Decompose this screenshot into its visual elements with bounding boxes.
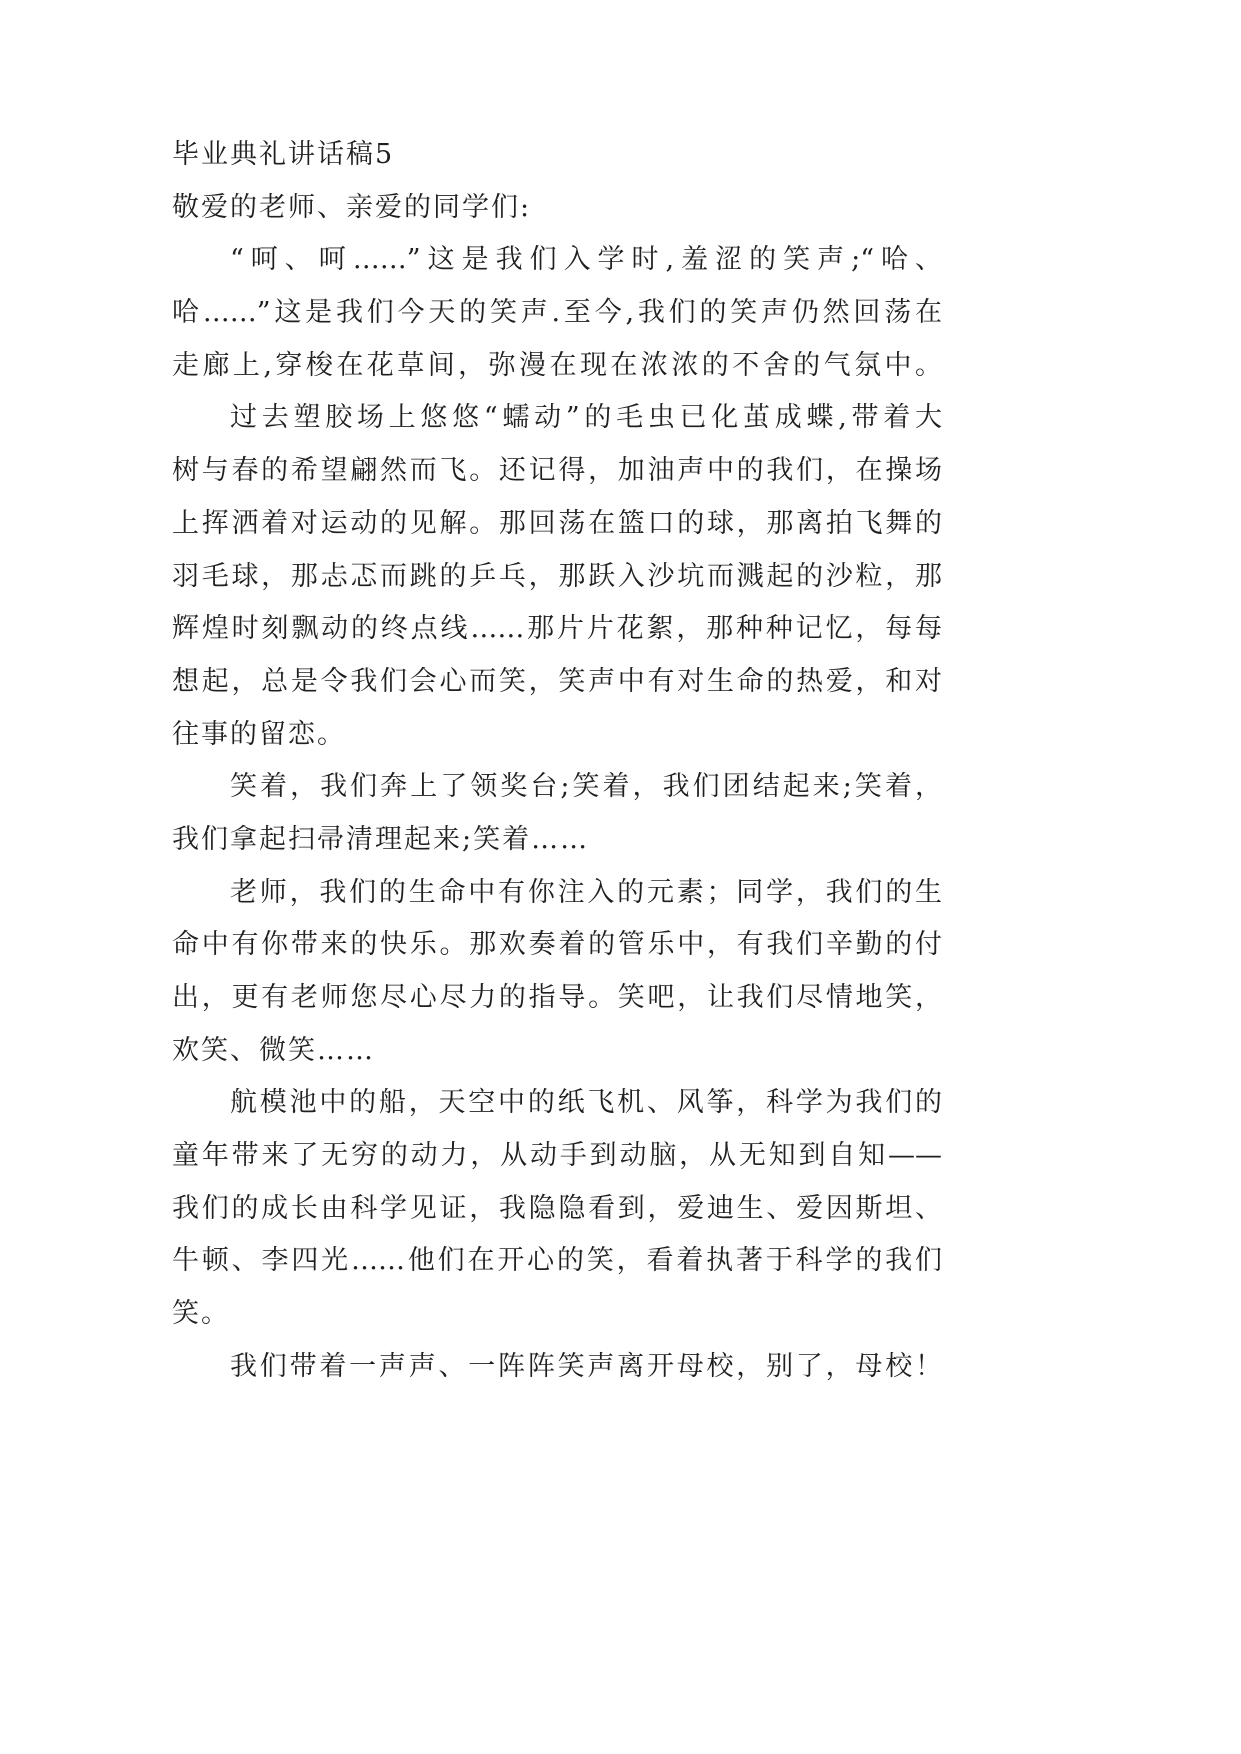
text-line: “呵、呵……”这是我们入学时,羞涩的笑声;“哈、 <box>230 244 942 276</box>
text-line: 笑。 <box>172 1298 230 1330</box>
text-line: 牛顿、李四光……他们在开心的笑，看着执著于科学的我们 <box>172 1245 942 1277</box>
text-line: 我们拿起扫帚清理起来;笑着…… <box>172 823 590 855</box>
text-line: 我们带着一声声、一阵阵笑声离开母校，别了，母校！ <box>230 1350 942 1382</box>
salutation: 敬爱的老师、亲爱的同学们: <box>172 191 532 223</box>
text-line: 命中有你带来的快乐。那欢奏着的管乐中，有我们辛勤的付 <box>172 929 942 961</box>
text-line: 欢笑、微笑…… <box>172 1034 375 1066</box>
document-title: 毕业典礼讲话稿5 <box>172 139 395 170</box>
paragraph <box>172 1341 942 1394</box>
text-line: 羽毛球，那忐忑而跳的乒乓，那跃入沙坑而溅起的沙粒，那 <box>172 560 942 592</box>
paragraph <box>172 867 942 1078</box>
text-line: 上挥洒着对运动的见解。那回荡在篮口的球，那离拍飞舞的 <box>172 507 942 539</box>
text-line: 树与春的希望翩然而飞。还记得，加油声中的我们，在操场 <box>172 455 942 487</box>
paragraph <box>172 392 942 761</box>
text-line: 笑着，我们奔上了领奖台;笑着，我们团结起来;笑着， <box>230 771 942 803</box>
text-line: 老师，我们的生命中有你注入的元素；同学，我们的生 <box>230 876 942 908</box>
text-line: 想起，总是令我们会心而笑，笑声中有对生命的热爱，和对 <box>172 665 942 697</box>
text-line: 辉煌时刻飘动的终点线……那片片花絮，那种种记忆，每每 <box>172 613 942 645</box>
text-line: 我们的成长由科学见证，我隐隐看到，爱迪生、爱因斯坦、 <box>172 1192 942 1224</box>
paragraph <box>172 1077 942 1340</box>
text-line: 往事的留恋。 <box>172 718 346 750</box>
text-line: 哈……”这是我们今天的笑声.至今,我们的笑声仍然回荡在 <box>172 297 942 329</box>
text-line: 过去塑胶场上悠悠“蠕动”的毛虫已化茧成蝶,带着大 <box>230 402 942 434</box>
text-line: 出，更有老师您尽心尽力的指导。笑吧，让我们尽情地笑， <box>172 982 942 1013</box>
text-line: 走廊上,穿梭在花草间，弥漫在现在浓浓的不舍的气氛中。 <box>172 349 942 381</box>
text-line: 童年带来了无穷的动力，从动手到动脑，从无知到自知—— <box>172 1140 942 1172</box>
speech-text <box>172 129 942 1394</box>
text-line: 航模池中的船，天空中的纸飞机、风筝，科学为我们的 <box>230 1087 942 1119</box>
paragraph <box>172 234 942 392</box>
paragraph <box>172 761 942 866</box>
